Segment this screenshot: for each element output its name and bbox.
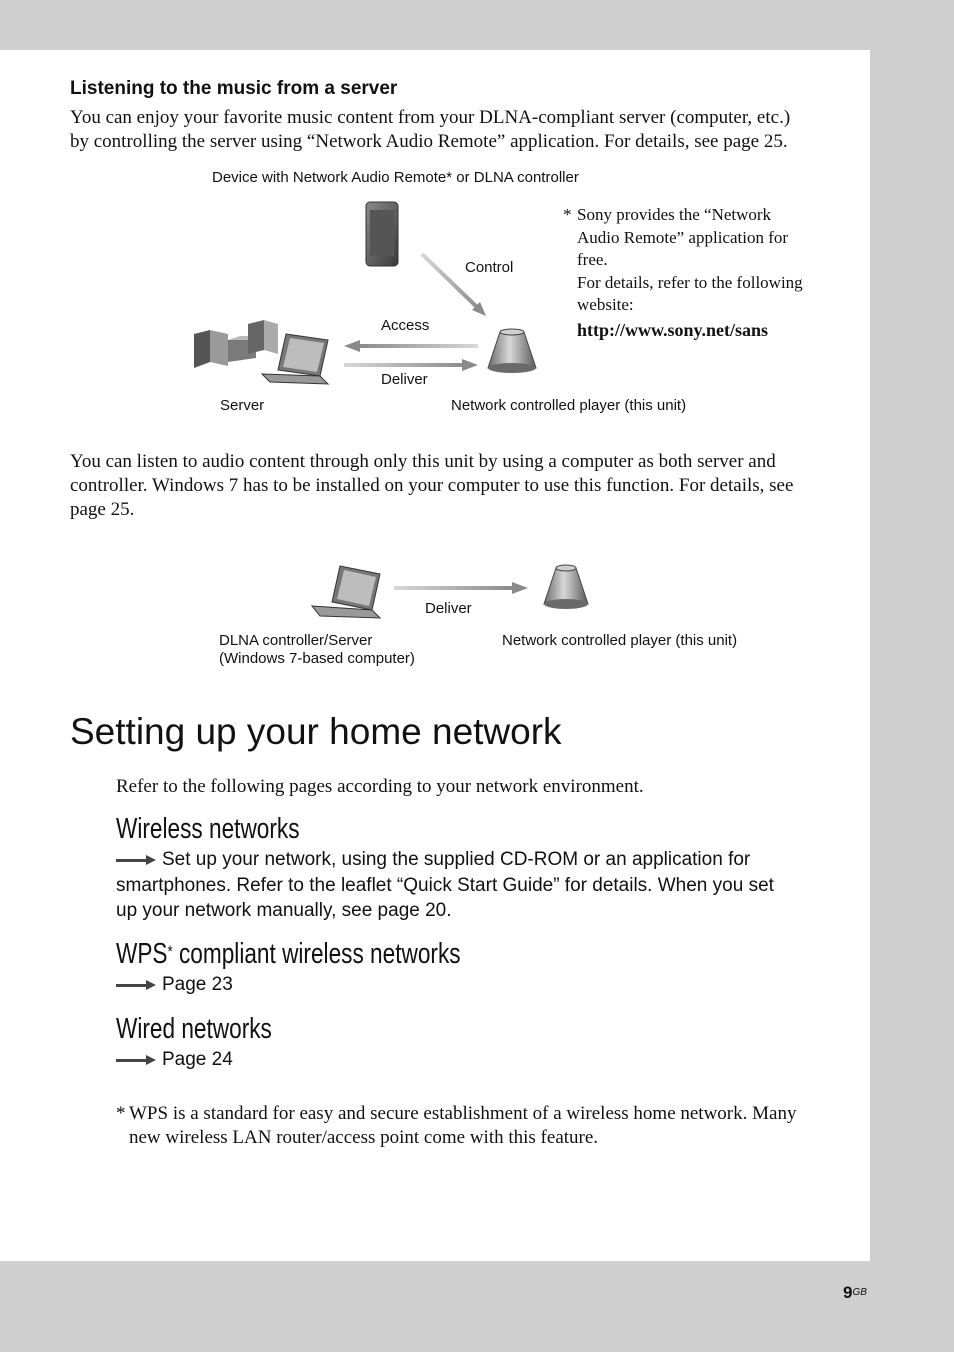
- section-heading: Listening to the music from a server: [70, 78, 398, 99]
- sony-note: [577, 204, 803, 341]
- paragraph-line: controller. Windows 7 has to be installed on your computer to use this function. For details, see: [70, 475, 794, 496]
- controller-label-line: (Windows 7-based computer): [219, 650, 415, 667]
- speaker-icon: [488, 329, 536, 373]
- note-line: Audio Remote” application for: [577, 227, 789, 247]
- paragraph-line: page 25.: [70, 499, 135, 520]
- wps-page-link[interactable]: Page 23: [162, 974, 233, 995]
- note-line: For details, refer to the following: [577, 272, 803, 292]
- computer-paragraph: [70, 450, 793, 522]
- network-intro: Refer to the following pages according to your network environment.: [116, 776, 644, 797]
- note-line: website:: [577, 295, 634, 314]
- right-arrow-icon: [116, 1054, 156, 1066]
- wps-ref: [116, 972, 233, 997]
- sony-url-link[interactable]: http://www.sony.net/sans: [577, 319, 769, 340]
- controller-label: [219, 632, 415, 668]
- intro-line: You can enjoy your favorite music content from your DLNA-compliant server (computer, etc.): [70, 107, 791, 128]
- server-diagram: [180, 190, 560, 390]
- note-line: free.: [577, 250, 608, 269]
- right-arrow-icon: [116, 979, 156, 991]
- wps-heading-star: *: [167, 942, 173, 961]
- wired-heading: [116, 1012, 316, 1046]
- wireless-heading: [116, 812, 351, 846]
- control-label: Control: [465, 259, 514, 276]
- deliver-arrow-icon: [394, 582, 528, 594]
- wps-heading: [116, 937, 558, 971]
- wired-page-link[interactable]: Page 24: [162, 1049, 233, 1070]
- intro-line: by controlling the server using “Network Audio Remote” application. For details, see page 25.: [70, 131, 788, 152]
- page-number-digit: 9: [843, 1283, 853, 1302]
- wps-heading-prefix: WPS: [116, 938, 168, 970]
- access-arrow-icon: [344, 340, 478, 352]
- note-star: *: [563, 205, 572, 224]
- wireless-line: smartphones. Refer to the leaflet “Quick Start Guide” for details. When you set: [116, 874, 774, 896]
- wireless-line: Set up your network, using the supplied CD-ROM or an application for: [162, 849, 751, 870]
- footnote-line: new wireless LAN router/access point come with this feature.: [129, 1127, 599, 1148]
- laptop-icon: [312, 566, 380, 618]
- wps-footnote: [129, 1102, 796, 1150]
- intro-paragraph: [70, 106, 790, 154]
- page-number-suffix: GB: [852, 1287, 867, 1298]
- paragraph-line: You can listen to audio content through only this unit by using a computer as both server and: [70, 451, 776, 472]
- speaker-icon: [544, 565, 588, 609]
- deliver-label: Deliver: [381, 371, 428, 388]
- deliver-arrow-icon: [344, 359, 478, 371]
- wired-ref: [116, 1047, 233, 1072]
- page-number: [843, 1283, 867, 1303]
- page-title: Setting up your home network: [70, 711, 562, 752]
- smartphone-icon: [366, 202, 398, 266]
- wireless-line: up your network manually, see page 20.: [116, 900, 452, 921]
- deliver-label: Deliver: [425, 600, 472, 617]
- footnote-line: WPS is a standard for easy and secure establishment of a wireless home network. Many: [129, 1103, 797, 1124]
- wired-heading-text: Wired networks: [116, 1013, 272, 1045]
- wps-heading-text: [116, 937, 461, 971]
- player-label: Network controlled player (this unit): [502, 632, 738, 649]
- note-line: Sony provides the “Network: [577, 205, 772, 224]
- player-label: Network controlled player (this unit): [451, 397, 687, 414]
- device-label: Device with Network Audio Remote* or DLNA controller: [212, 169, 579, 186]
- wireless-text: [116, 847, 774, 924]
- controller-label-line: DLNA controller/Server: [219, 632, 373, 649]
- wps-heading-suffix: compliant wireless networks: [172, 938, 461, 970]
- wireless-heading-text: Wireless networks: [116, 813, 300, 845]
- stereo-icon: [194, 320, 278, 368]
- footnote-star: *: [116, 1103, 126, 1124]
- server-label: Server: [220, 397, 265, 414]
- access-label: Access: [381, 317, 430, 334]
- right-arrow-icon: [116, 854, 156, 866]
